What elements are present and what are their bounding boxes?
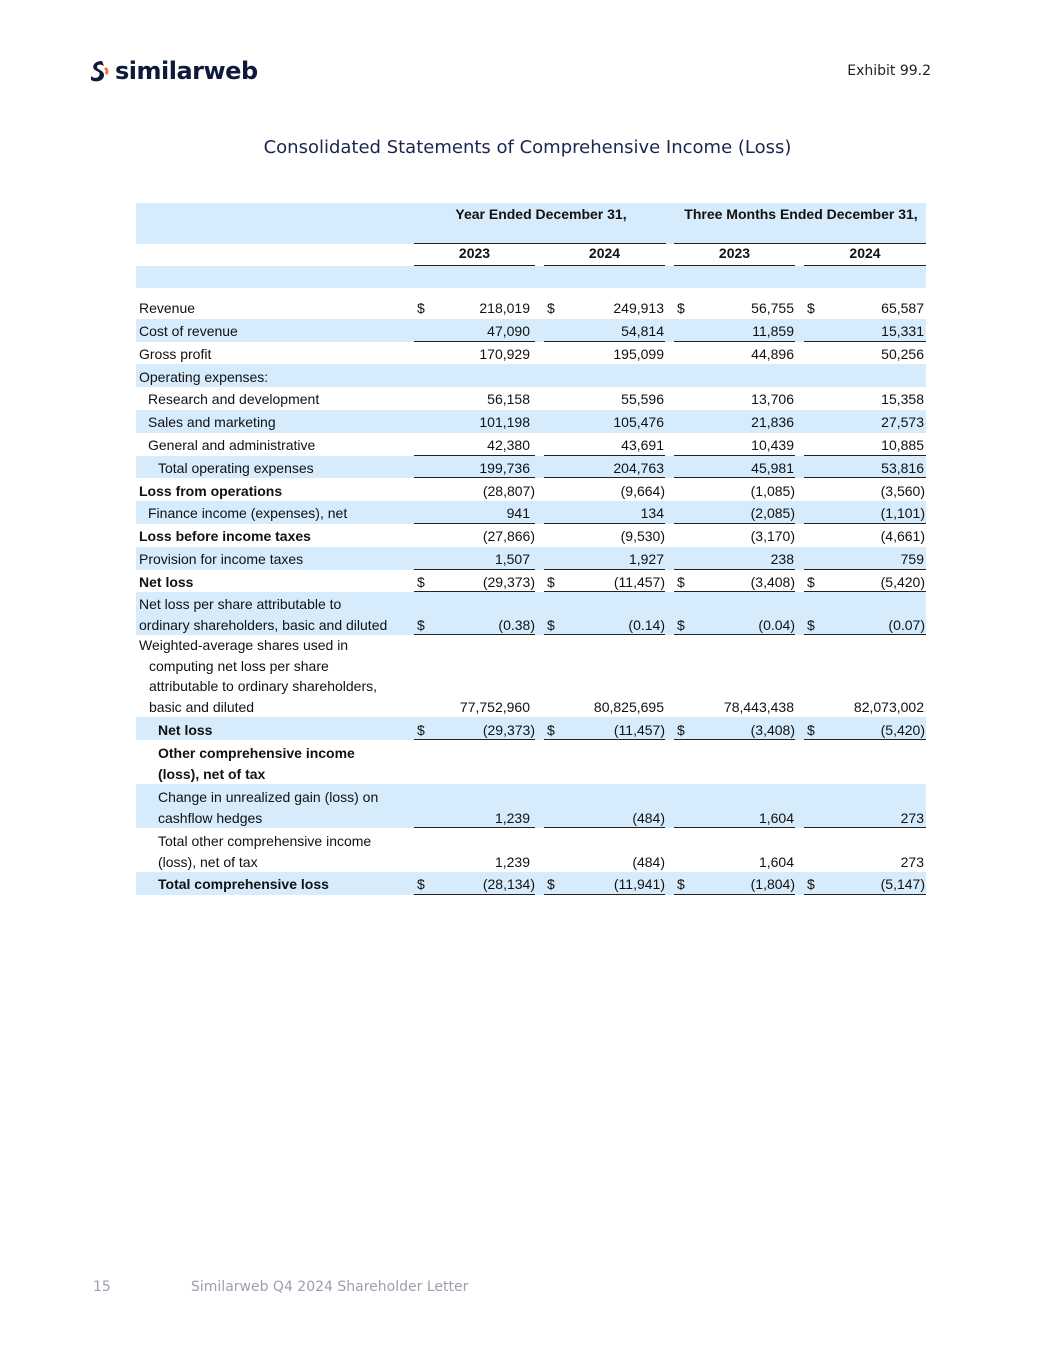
row-label: Total comprehensive loss — [158, 876, 329, 893]
cell-value: 941 — [506, 505, 530, 522]
cell-value: (29,373) — [482, 573, 535, 590]
table-row — [136, 717, 926, 740]
cell-value: (3,170) — [750, 528, 795, 545]
cell-value: 1,927 — [628, 551, 664, 568]
row-label: General and administrative — [148, 437, 316, 454]
row-label: Sales and marketing — [148, 414, 276, 431]
cell-value: 77,752,960 — [459, 698, 530, 715]
table-row — [136, 828, 926, 872]
cell-value: 50,256 — [881, 345, 924, 362]
cell-value: 43,691 — [621, 437, 664, 454]
financial-table — [136, 203, 926, 895]
table-row — [136, 872, 926, 895]
cell-value: 195,099 — [613, 345, 664, 362]
cell-value: 101,198 — [479, 414, 530, 431]
cell-value: (0.07) — [888, 616, 925, 633]
currency-symbol: $ — [417, 876, 425, 893]
cell-value: 27,573 — [881, 414, 924, 431]
cell-value: 1,507 — [494, 551, 530, 568]
table-row — [136, 478, 926, 501]
row-label-line: Other comprehensive income — [158, 745, 355, 762]
currency-symbol: $ — [417, 721, 425, 738]
cell-value: 65,587 — [881, 300, 924, 317]
cell-value: 15,331 — [881, 323, 924, 340]
table-row — [136, 524, 926, 547]
cell-value: (11,457) — [613, 573, 665, 590]
footer-doc-name: Similarweb Q4 2024 Shareholder Letter — [191, 1279, 469, 1295]
cell-value: 218,019 — [479, 300, 530, 317]
similarweb-logo — [88, 57, 258, 85]
cell-value: (1,085) — [750, 482, 795, 499]
cell-value: (5,420) — [880, 573, 925, 590]
row-label: Total operating expenses — [158, 459, 314, 476]
currency-symbol: $ — [807, 721, 815, 738]
currency-symbol: $ — [417, 616, 425, 633]
row-label — [158, 743, 428, 784]
cell-value: (5,420) — [880, 721, 925, 738]
col-year-3: 2023 — [718, 245, 751, 261]
currency-symbol: $ — [547, 573, 555, 590]
row-label-line: Weighted-average shares used in — [139, 637, 349, 654]
currency-symbol: $ — [417, 300, 425, 317]
table-row — [136, 592, 926, 635]
cell-value: 56,158 — [487, 391, 530, 408]
row-label: Research and development — [148, 391, 320, 408]
cell-value: (11,941) — [613, 876, 665, 893]
cell-value: 44,896 — [751, 345, 794, 362]
header-spacer — [136, 266, 926, 288]
currency-symbol: $ — [547, 721, 555, 738]
table-row — [136, 387, 926, 410]
row-label: Provision for income taxes — [139, 551, 304, 568]
currency-symbol: $ — [547, 616, 555, 633]
currency-symbol: $ — [677, 616, 685, 633]
currency-symbol: $ — [547, 876, 555, 893]
row-label-line: basic and diluted — [149, 698, 255, 715]
currency-symbol: $ — [417, 573, 425, 590]
row-label: Net loss — [139, 573, 194, 590]
cell-value: 1,604 — [758, 853, 794, 870]
currency-symbol: $ — [807, 876, 815, 893]
table-row — [136, 570, 926, 593]
col-year-1: 2023 — [458, 245, 491, 261]
row-label: Loss from operations — [139, 482, 283, 499]
row-label-line: Total other comprehensive income — [158, 833, 372, 850]
currency-symbol: $ — [547, 300, 555, 317]
row-label-line: attributable to ordinary shareholders, — [149, 678, 378, 695]
cell-value: 53,816 — [881, 459, 924, 476]
table-header-years — [136, 244, 926, 266]
cell-value: 45,981 — [751, 459, 794, 476]
cell-value: (3,560) — [880, 482, 925, 499]
cell-value: 134 — [640, 505, 664, 522]
table-row — [136, 784, 926, 828]
row-label-line: cashflow hedges — [158, 809, 263, 826]
cell-value: 759 — [900, 551, 924, 568]
cell-value: 54,814 — [621, 323, 664, 340]
cell-value: (0.04) — [758, 616, 795, 633]
cell-value: (484) — [632, 809, 665, 826]
row-label — [139, 635, 409, 717]
row-label: Finance income (expenses), net — [148, 505, 348, 522]
cell-value: (11,457) — [613, 721, 665, 738]
currency-symbol: $ — [807, 573, 815, 590]
page-title: Consolidated Statements of Comprehensive Income (Loss) — [263, 137, 792, 158]
col-year-4: 2024 — [849, 245, 881, 261]
cell-value: (9,664) — [620, 482, 665, 499]
row-label-line: (loss), net of tax — [158, 765, 266, 782]
cell-value: 204,763 — [613, 459, 664, 476]
table-row — [136, 319, 926, 342]
cell-value: (484) — [632, 853, 665, 870]
row-label: Loss before income taxes — [139, 528, 311, 545]
header-three-months-ended: Three Months Ended December 31, — [684, 206, 918, 222]
cell-value: 15,358 — [881, 391, 924, 408]
similarweb-logo-icon — [88, 59, 110, 83]
logo-text: similarweb — [115, 57, 258, 85]
row-label-line: (loss), net of tax — [158, 853, 258, 870]
cell-value: (1,101) — [880, 505, 925, 522]
row-label-line: Net loss per share attributable to — [139, 596, 342, 613]
cell-value: 13,706 — [751, 391, 794, 408]
cell-value: 11,859 — [752, 323, 794, 340]
table-row — [136, 410, 926, 433]
cell-value: (9,530) — [620, 528, 665, 545]
table-row — [136, 635, 926, 717]
row-label — [158, 831, 428, 872]
cell-value: 170,929 — [479, 345, 530, 362]
cell-value: 238 — [770, 551, 794, 568]
cell-value: 55,596 — [621, 391, 664, 408]
table-row — [136, 364, 926, 387]
cell-value: 273 — [900, 809, 924, 826]
cell-value: 56,755 — [751, 300, 794, 317]
currency-symbol: $ — [677, 721, 685, 738]
row-label — [158, 787, 428, 828]
cell-value: 199,736 — [479, 459, 530, 476]
table-row — [136, 342, 926, 365]
col-year-2: 2024 — [588, 245, 621, 261]
page-number: 15 — [93, 1279, 111, 1295]
row-label: Operating expenses: — [139, 368, 269, 385]
cell-value: 42,380 — [487, 437, 530, 454]
row-label: Revenue — [139, 300, 196, 317]
table-row — [136, 501, 926, 524]
cell-value: (0.14) — [628, 616, 665, 633]
row-label-line: computing net loss per share — [149, 657, 329, 674]
cell-value: 10,885 — [881, 437, 924, 454]
header-year-ended: Year Ended December 31, — [455, 206, 627, 222]
cell-value: (28,134) — [482, 876, 535, 893]
cell-value: 1,604 — [758, 809, 794, 826]
cell-value: 78,443,438 — [723, 698, 794, 715]
table-header-groups — [136, 203, 926, 244]
table-row — [136, 433, 926, 456]
cell-value: 82,073,002 — [853, 698, 924, 715]
table-row — [136, 547, 926, 570]
exhibit-label: Exhibit 99.2 — [847, 63, 931, 79]
row-label — [139, 594, 409, 635]
cell-value: (2,085) — [750, 505, 795, 522]
table-row — [136, 740, 926, 784]
cell-value: (0.38) — [498, 616, 535, 633]
cell-value: (28,807) — [482, 482, 535, 499]
currency-symbol: $ — [807, 616, 815, 633]
cell-value: 80,825,695 — [593, 698, 664, 715]
currency-symbol: $ — [677, 876, 685, 893]
cell-value: 1,239 — [494, 809, 530, 826]
cell-value: 21,836 — [751, 414, 794, 431]
row-label-line: Change in unrealized gain (loss) on — [158, 789, 379, 806]
cell-value: 47,090 — [487, 323, 530, 340]
table-row — [136, 456, 926, 479]
cell-value: (3,408) — [750, 721, 795, 738]
table-row — [136, 296, 926, 319]
currency-symbol: $ — [677, 573, 685, 590]
cell-value: (1,804) — [750, 876, 795, 893]
cell-value: 10,439 — [751, 437, 794, 454]
cell-value: 249,913 — [613, 300, 664, 317]
cell-value: (4,661) — [880, 528, 925, 545]
cell-value: 1,239 — [494, 853, 530, 870]
cell-value: (27,866) — [482, 528, 535, 545]
currency-symbol: $ — [807, 300, 815, 317]
row-label-line: ordinary shareholders, basic and diluted — [139, 616, 388, 633]
cell-value: (5,147) — [880, 876, 925, 893]
cell-value: 273 — [900, 853, 924, 870]
row-label: Net loss — [158, 721, 213, 738]
cell-value: (29,373) — [482, 721, 535, 738]
cell-value: 105,476 — [613, 414, 664, 431]
cell-value: (3,408) — [750, 573, 795, 590]
row-label: Gross profit — [139, 345, 212, 362]
row-label: Cost of revenue — [139, 323, 238, 340]
currency-symbol: $ — [677, 300, 685, 317]
